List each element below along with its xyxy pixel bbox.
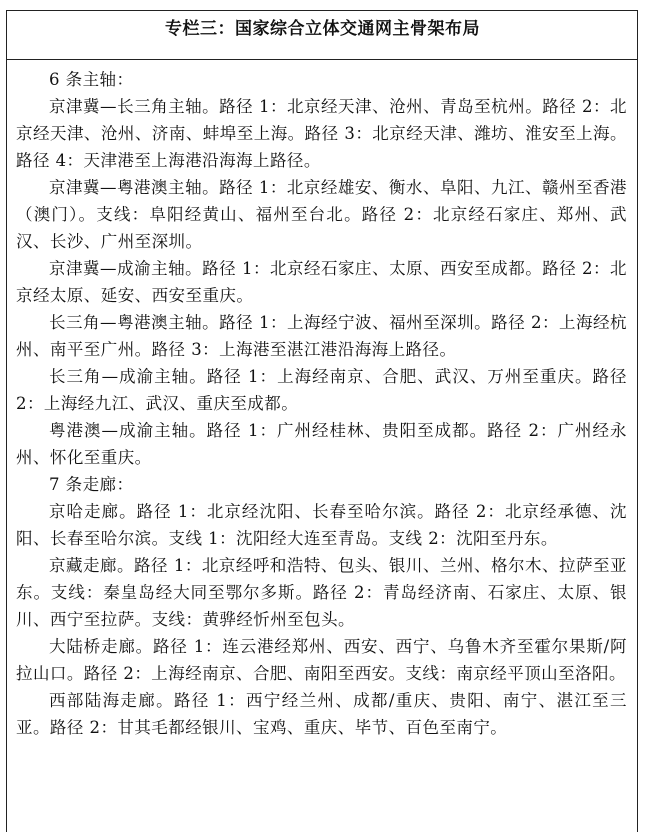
- corridors-heading: 7 条走廊：: [49, 475, 134, 494]
- main-axis-paragraph: 粤港澳—成渝主轴。路径 1：广州经桂林、贵阳至成都。路径 2：广州经永州、怀化至重庆。: [16, 421, 627, 467]
- page-title: 专栏三：国家综合立体交通网主骨架布局: [165, 19, 480, 39]
- main-axis-paragraph: 长三角—粤港澳主轴。路径 1：上海经宁波、福州至深圳。路径 2：上海经杭州、南平至广州。路径 3：上海港至湛江港沿海海上路径。: [16, 313, 627, 359]
- corridor-paragraph: 西部陆海走廊。路径 1：西宁经兰州、成都/重庆、贵阳、南宁、湛江至三亚。路径 2：甘其毛都经银川、宝鸡、重庆、毕节、百色至南宁。: [16, 691, 627, 737]
- main-axis-paragraph: 京津冀—粤港澳主轴。路径 1：北京经雄安、衡水、阜阳、九江、赣州至香港（澳门）。支线：阜阳经黄山、福州至台北。路径 2：北京经石家庄、郑州、武汉、长沙、广州至深圳。: [16, 178, 627, 251]
- article-body: [16, 66, 627, 741]
- main-axis-paragraph: 长三角—成渝主轴。路径 1：上海经南京、合肥、武汉、万州至重庆。路径 2：上海经九江、武汉、重庆至成都。: [16, 367, 627, 413]
- main-axes-heading: 6 条主轴：: [49, 70, 134, 89]
- main-axis-paragraph: 京津冀—成渝主轴。路径 1：北京经石家庄、太原、西安至成都。路径 2：北京经太原、延安、西安至重庆。: [16, 259, 627, 305]
- corridor-paragraph: 大陆桥走廊。路径 1：连云港经郑州、西安、西宁、乌鲁木齐至霍尔果斯/阿拉山口。路径 2：上海经南京、合肥、南阳至西安。支线：南京经平顶山至洛阳。: [16, 637, 627, 683]
- main-axis-paragraph: 京津冀—长三角主轴。路径 1：北京经天津、沧州、青岛至杭州。路径 2：北京经天津、沧州、济南、蚌埠至上海。路径 3：北京经天津、潍坊、淮安至上海。路径 4：天津港至上海港沿海海上路径。: [16, 97, 627, 170]
- corridor-paragraph: 京哈走廊。路径 1：北京经沈阳、长春至哈尔滨。路径 2：北京经承德、沈阳、长春至哈尔滨。支线 1：沈阳经大连至青岛。支线 2：沈阳至丹东。: [16, 502, 627, 548]
- title-divider: [6, 59, 638, 60]
- corridor-paragraph: 京藏走廊。路径 1：北京经呼和浩特、包头、银川、兰州、格尔木、拉萨至亚东。支线：秦皇岛经大同至鄂尔多斯。路径 2：青岛经济南、石家庄、太原、银川、西宁至拉萨。支线：黄骅经忻州至包头。: [16, 556, 627, 629]
